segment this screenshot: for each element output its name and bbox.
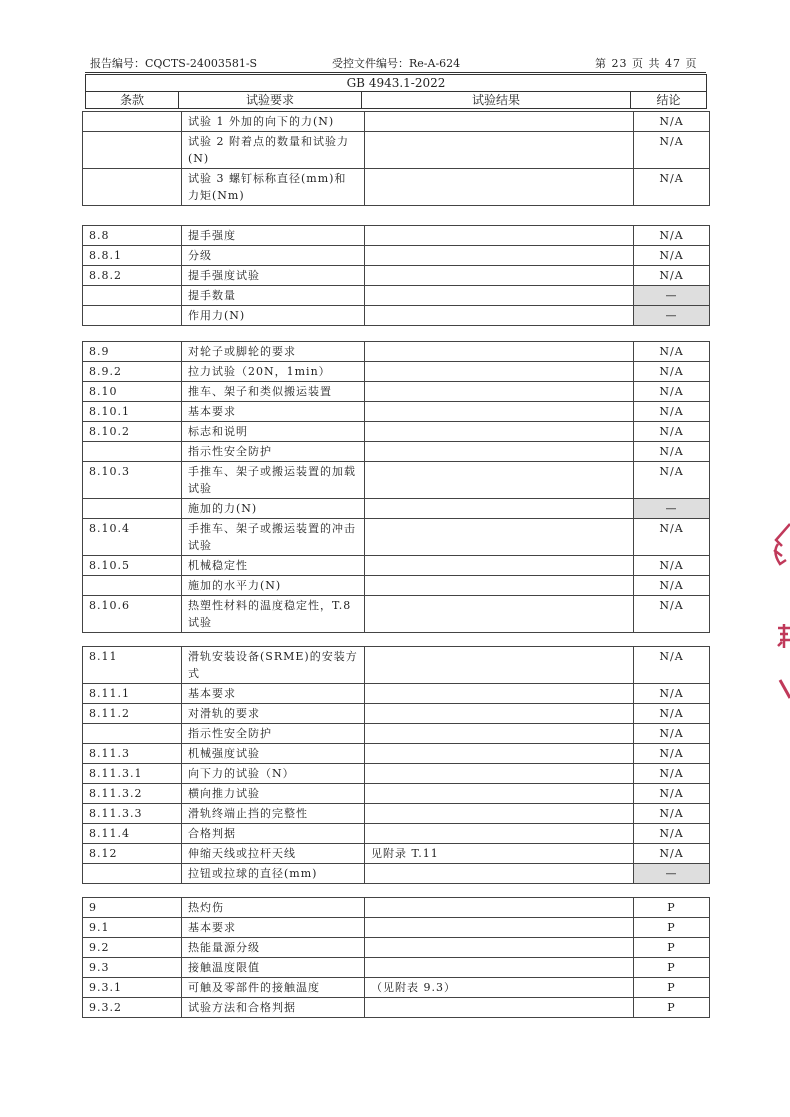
clause-cell	[83, 576, 182, 596]
requirement-cell: 试验 2 附着点的数量和试验力(N)	[182, 132, 365, 169]
requirement-cell: 手推车、架子或搬运装置的加载试验	[182, 462, 365, 499]
table-row	[83, 422, 710, 442]
section-table	[82, 646, 710, 884]
table-row	[83, 684, 710, 704]
clause-cell: 8.11.2	[83, 704, 182, 724]
clause-cell: 8.8.2	[83, 266, 182, 286]
requirement-cell: 试验 1 外加的向下的力(N)	[182, 112, 365, 132]
verdict-cell: N/A	[634, 724, 710, 744]
result-cell	[365, 804, 634, 824]
table-row	[83, 918, 710, 938]
requirement-cell: 机械稳定性	[182, 556, 365, 576]
verdict-cell: N/A	[634, 132, 710, 169]
clause-cell: 9.3	[83, 958, 182, 978]
control-file-number: 受控文件编号：Re-A-624	[332, 57, 461, 70]
clause-cell	[83, 169, 182, 206]
requirement-cell: 合格判据	[182, 824, 365, 844]
table-row	[83, 246, 710, 266]
verdict-cell: N/A	[634, 112, 710, 132]
result-cell	[365, 556, 634, 576]
result-cell	[365, 998, 634, 1018]
result-cell	[365, 519, 634, 556]
verdict-cell: P	[634, 938, 710, 958]
table-row	[83, 499, 710, 519]
table-row	[83, 382, 710, 402]
clause-cell	[83, 306, 182, 326]
column-clause: 条款	[86, 92, 179, 109]
requirement-cell: 试验方法和合格判据	[182, 998, 365, 1018]
verdict-cell: N/A	[634, 382, 710, 402]
requirement-cell: 基本要求	[182, 684, 365, 704]
verdict-cell: N/A	[634, 556, 710, 576]
requirement-cell: 可触及零部件的接触温度	[182, 978, 365, 998]
verdict-cell: N/A	[634, 764, 710, 784]
result-cell	[365, 724, 634, 744]
table-row	[83, 898, 710, 918]
result-cell	[365, 704, 634, 724]
table-row	[83, 824, 710, 844]
requirement-cell: 基本要求	[182, 402, 365, 422]
table-row	[83, 724, 710, 744]
clause-cell: 9.3.2	[83, 998, 182, 1018]
result-cell: 见附录 T.11	[365, 844, 634, 864]
result-cell	[365, 402, 634, 422]
requirement-cell: 施加的力(N)	[182, 499, 365, 519]
result-cell	[365, 246, 634, 266]
table-row	[83, 112, 710, 132]
verdict-cell: N/A	[634, 266, 710, 286]
clause-cell: 8.11.3.2	[83, 784, 182, 804]
verdict-cell: N/A	[634, 576, 710, 596]
requirement-cell: 基本要求	[182, 918, 365, 938]
result-cell	[365, 764, 634, 784]
requirement-cell: 向下力的试验（N）	[182, 764, 365, 784]
verdict-cell: N/A	[634, 342, 710, 362]
table-row	[83, 266, 710, 286]
result-cell	[365, 342, 634, 362]
clause-cell	[83, 442, 182, 462]
verdict-cell: —	[634, 286, 710, 306]
verdict-cell: N/A	[634, 402, 710, 422]
requirement-cell: 热塑性材料的温度稳定性，T.8 试验	[182, 596, 365, 633]
result-cell	[365, 132, 634, 169]
result-cell	[365, 938, 634, 958]
requirement-cell: 提手强度试验	[182, 266, 365, 286]
verdict-cell: N/A	[634, 596, 710, 633]
clause-cell	[83, 864, 182, 884]
result-cell: （见附表 9.3）	[365, 978, 634, 998]
clause-cell: 8.12	[83, 844, 182, 864]
verdict-cell: N/A	[634, 684, 710, 704]
result-cell	[365, 744, 634, 764]
result-cell	[365, 576, 634, 596]
clause-cell: 9	[83, 898, 182, 918]
table-row	[83, 938, 710, 958]
table-row	[83, 704, 710, 724]
clause-cell: 8.11.3.1	[83, 764, 182, 784]
result-cell	[365, 499, 634, 519]
table-row	[83, 556, 710, 576]
clause-cell	[83, 286, 182, 306]
clause-cell: 8.10.1	[83, 402, 182, 422]
clause-cell: 9.2	[83, 938, 182, 958]
table-row	[83, 804, 710, 824]
table-row	[83, 169, 710, 206]
verdict-cell: N/A	[634, 744, 710, 764]
clause-cell: 8.8.1	[83, 246, 182, 266]
table-row	[83, 362, 710, 382]
clause-cell: 8.11	[83, 647, 182, 684]
requirement-cell: 滑轨终端止挡的完整性	[182, 804, 365, 824]
page-header	[90, 57, 700, 71]
verdict-cell: —	[634, 864, 710, 884]
requirement-cell: 对轮子或脚轮的要求	[182, 342, 365, 362]
table-row	[83, 864, 710, 884]
clause-cell: 8.10.2	[83, 422, 182, 442]
requirement-cell: 标志和说明	[182, 422, 365, 442]
clause-cell: 8.8	[83, 226, 182, 246]
verdict-cell: P	[634, 958, 710, 978]
section-table	[82, 897, 710, 1018]
verdict-cell: N/A	[634, 169, 710, 206]
verdict-cell: N/A	[634, 784, 710, 804]
clause-cell: 8.9	[83, 342, 182, 362]
table-header	[85, 74, 707, 109]
clause-cell: 8.9.2	[83, 362, 182, 382]
clause-cell: 8.10	[83, 382, 182, 402]
table-row	[83, 844, 710, 864]
requirement-cell: 拉力试验（20N，1min）	[182, 362, 365, 382]
clause-cell: 8.11.3	[83, 744, 182, 764]
verdict-cell: —	[634, 306, 710, 326]
verdict-cell: N/A	[634, 824, 710, 844]
verdict-cell: N/A	[634, 647, 710, 684]
requirement-cell: 热灼伤	[182, 898, 365, 918]
requirement-cell: 接触温度限值	[182, 958, 365, 978]
verdict-cell: N/A	[634, 226, 710, 246]
result-cell	[365, 362, 634, 382]
requirement-cell: 伸缩天线或拉杆天线	[182, 844, 365, 864]
table-row	[83, 744, 710, 764]
result-cell	[365, 442, 634, 462]
result-cell	[365, 684, 634, 704]
page-info: 第 23 页 共 47 页	[595, 57, 698, 70]
requirement-cell: 提手强度	[182, 226, 365, 246]
clause-cell: 8.11.3.3	[83, 804, 182, 824]
result-cell	[365, 824, 634, 844]
result-cell	[365, 784, 634, 804]
requirement-cell: 滑轨安装设备(SRME)的安装方式	[182, 647, 365, 684]
clause-cell: 8.11.1	[83, 684, 182, 704]
result-cell	[365, 898, 634, 918]
section-table	[82, 225, 710, 326]
result-cell	[365, 596, 634, 633]
requirement-cell: 机械强度试验	[182, 744, 365, 764]
table-row	[83, 132, 710, 169]
table-row	[83, 306, 710, 326]
clause-cell: 8.10.3	[83, 462, 182, 499]
seal-stamp-fragment	[768, 520, 790, 700]
result-cell	[365, 462, 634, 499]
clause-cell	[83, 112, 182, 132]
clause-cell: 8.10.4	[83, 519, 182, 556]
result-cell	[365, 112, 634, 132]
result-cell	[365, 286, 634, 306]
requirement-cell: 作用力(N)	[182, 306, 365, 326]
result-cell	[365, 226, 634, 246]
clause-cell	[83, 132, 182, 169]
result-cell	[365, 169, 634, 206]
table-row	[83, 226, 710, 246]
table-row	[83, 402, 710, 422]
section-table	[82, 111, 710, 206]
table-row	[83, 764, 710, 784]
result-cell	[365, 864, 634, 884]
clause-cell: 8.10.6	[83, 596, 182, 633]
report-number: 报告编号：CQCTS-24003581-S	[90, 57, 258, 70]
verdict-cell: —	[634, 499, 710, 519]
requirement-cell: 横向推力试验	[182, 784, 365, 804]
table-row	[83, 998, 710, 1018]
table-row	[83, 286, 710, 306]
verdict-cell: N/A	[634, 704, 710, 724]
result-cell	[365, 266, 634, 286]
table-row	[83, 442, 710, 462]
column-verdict: 结论	[631, 92, 707, 109]
verdict-cell: P	[634, 898, 710, 918]
section-table	[82, 341, 710, 633]
column-result: 试验结果	[362, 92, 631, 109]
table-row	[83, 647, 710, 684]
requirement-cell: 施加的水平力(N)	[182, 576, 365, 596]
verdict-cell: N/A	[634, 422, 710, 442]
result-cell	[365, 647, 634, 684]
requirement-cell: 试验 3 螺钉标称直径(mm)和力矩(Nm)	[182, 169, 365, 206]
table-row	[83, 958, 710, 978]
clause-cell	[83, 724, 182, 744]
result-cell	[365, 306, 634, 326]
table-row	[83, 519, 710, 556]
verdict-cell: N/A	[634, 804, 710, 824]
table-row	[83, 576, 710, 596]
requirement-cell: 指示性安全防护	[182, 442, 365, 462]
requirement-cell: 分级	[182, 246, 365, 266]
verdict-cell: N/A	[634, 462, 710, 499]
clause-cell: 8.10.5	[83, 556, 182, 576]
requirement-cell: 对滑轨的要求	[182, 704, 365, 724]
standard-title: GB 4943.1-2022	[86, 75, 707, 92]
verdict-cell: N/A	[634, 362, 710, 382]
table-row	[83, 462, 710, 499]
result-cell	[365, 422, 634, 442]
requirement-cell: 拉钮或拉球的直径(mm)	[182, 864, 365, 884]
verdict-cell: N/A	[634, 246, 710, 266]
column-requirement: 试验要求	[179, 92, 362, 109]
requirement-cell: 提手数量	[182, 286, 365, 306]
verdict-cell: P	[634, 978, 710, 998]
result-cell	[365, 382, 634, 402]
verdict-cell: N/A	[634, 844, 710, 864]
table-row	[83, 342, 710, 362]
clause-cell: 9.3.1	[83, 978, 182, 998]
requirement-cell: 热能量源分级	[182, 938, 365, 958]
verdict-cell: N/A	[634, 519, 710, 556]
header-divider	[85, 72, 706, 73]
result-cell	[365, 918, 634, 938]
table-row	[83, 784, 710, 804]
requirement-cell: 手推车、架子或搬运装置的冲击试验	[182, 519, 365, 556]
verdict-cell: P	[634, 998, 710, 1018]
result-cell	[365, 958, 634, 978]
clause-cell: 8.11.4	[83, 824, 182, 844]
table-row	[83, 596, 710, 633]
clause-cell	[83, 499, 182, 519]
verdict-cell: N/A	[634, 442, 710, 462]
clause-cell: 9.1	[83, 918, 182, 938]
verdict-cell: P	[634, 918, 710, 938]
table-row	[83, 978, 710, 998]
requirement-cell: 推车、架子和类似搬运装置	[182, 382, 365, 402]
requirement-cell: 指示性安全防护	[182, 724, 365, 744]
